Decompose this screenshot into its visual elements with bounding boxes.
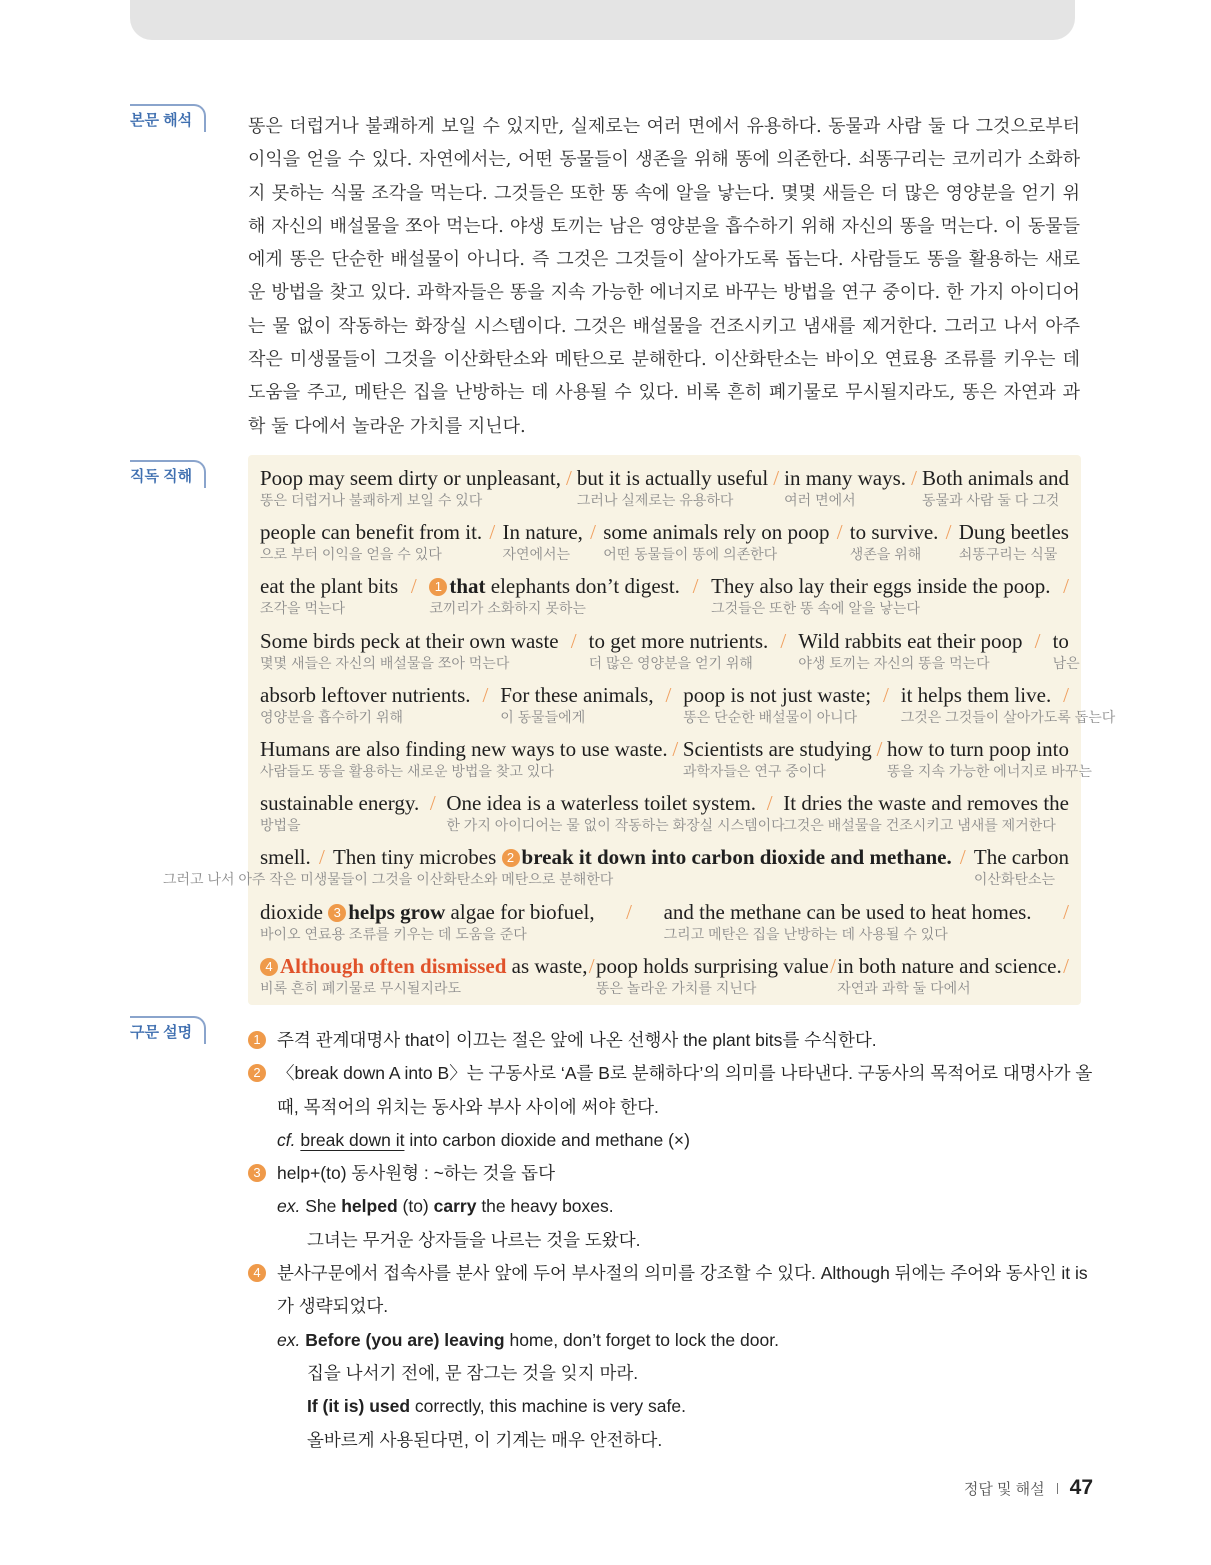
chunk-korean-gloss: 남은	[1052, 654, 1080, 671]
chunk-english-text: Poop may seem dirty or unpleasant,	[260, 466, 561, 490]
explanation-text: 〈break down A into B〉는 구동사로 ‘A를 B로 분해하다’의 의미를 나타낸다. 구동사의 목적어로 대명사가 올	[277, 1063, 1093, 1084]
explanation-line	[248, 1357, 1088, 1390]
explanation-text: the heavy boxes.	[476, 1196, 614, 1217]
explanation-text: into carbon dioxide and methane (×)	[404, 1129, 690, 1150]
chunk-slash: /	[626, 899, 633, 924]
chunk-english-text: eat the plant bits	[260, 574, 399, 599]
chunk	[958, 519, 1069, 563]
explanation-text: 그녀는 무거운 상자들을 나르는 것을 도왔다.	[307, 1229, 641, 1250]
chunk-english-text: Humans are also finding new ways to use waste.	[260, 737, 668, 761]
explanation-text: home, don’t forget to lock the door.	[504, 1329, 779, 1350]
chunk-slash: /	[410, 574, 417, 599]
chunk	[260, 628, 559, 671]
chunk-slash: /	[836, 520, 843, 545]
footer-divider	[1057, 1483, 1058, 1494]
chunk-slash: /	[773, 466, 780, 490]
chunk	[500, 682, 654, 725]
chunk-line	[260, 573, 1069, 623]
explanation-text: (to)	[397, 1196, 434, 1217]
chunk-line	[260, 682, 1116, 732]
grammar-explanations	[248, 1024, 1093, 1457]
chunk-korean-gloss: 코끼리가 소화하지 못하는	[429, 600, 586, 617]
chunk-english-text: helps grow	[348, 899, 446, 924]
page-footer	[964, 1476, 1093, 1500]
chunk-english-text: but it is actually useful	[576, 466, 769, 490]
chunk-korean-gloss: 생존을 위해	[849, 546, 922, 563]
chunk-korean-gloss: 똥을 지속 가능한 에너지로 바꾸는	[886, 763, 1092, 779]
explanation-text: helped	[341, 1196, 398, 1217]
section-label-translation: 본문 해석	[130, 104, 206, 132]
chunk-english-text: Although often dismissed	[280, 953, 507, 978]
chunk-slash: /	[1063, 682, 1069, 707]
number-circle-icon: 1	[429, 578, 447, 596]
chunk	[260, 519, 483, 563]
chunk-slash: /	[945, 520, 952, 545]
chunk-slash: /	[1063, 899, 1069, 924]
footer-section-title: 정답 및 해설	[963, 1480, 1045, 1498]
chunk-line	[260, 899, 1069, 949]
chunk-korean-gloss: 자연과 과학 둘 다에서	[837, 979, 971, 996]
chunk-english-text: sustainable energy.	[260, 791, 420, 816]
section-label-chunking: 직독 직해	[130, 460, 206, 488]
chunk-slash: /	[590, 520, 596, 545]
chunk-slash: /	[566, 466, 572, 490]
page-number: 47	[1069, 1476, 1093, 1499]
chunk-slash: /	[588, 953, 595, 978]
chunk-korean-gloss: 몇몇 새들은 자신의 배설물을 쪼아 먹는다	[260, 654, 510, 671]
chunk-english-text: as waste,	[506, 953, 588, 978]
chunk-slash: /	[429, 791, 436, 816]
explanation-text: If (it is) used	[307, 1396, 411, 1417]
chunk-line	[260, 519, 1069, 569]
chunk-english-text: that	[449, 574, 486, 599]
explanation-text: correctly, this machine is very safe.	[410, 1396, 686, 1417]
chunk-english-text: Then tiny microbes	[332, 845, 502, 870]
explanation-line	[248, 1390, 1088, 1423]
chunk	[784, 465, 907, 508]
chunk-korean-gloss: 똥은 놀라운 가치를 지닌다	[595, 979, 757, 996]
chunk-english-text: poop holds surprising value	[595, 953, 829, 978]
chunk	[973, 844, 1069, 888]
chunk-korean-gloss: 쇠똥구리는 식물	[958, 546, 1058, 563]
explanation-line	[248, 1290, 1088, 1323]
chunk-slash: /	[911, 466, 917, 490]
chunk-english-text: some animals rely on poop	[603, 520, 830, 545]
explanation-line	[248, 1424, 1088, 1457]
chunk-line	[260, 465, 1069, 515]
chunk-english-text: people can benefit from it.	[260, 520, 483, 545]
chunk-korean-gloss: 그러고 나서 아주 작은 미생물들이 그것을 이산화탄소와 메탄으로 분해한다	[162, 871, 614, 888]
chunk-english-text: They also lay their eggs inside the poop.	[711, 574, 1051, 599]
chunk	[798, 628, 1023, 671]
number-circle-icon: 2	[248, 1064, 266, 1082]
chunk	[502, 519, 583, 563]
chunk-slash: /	[489, 520, 496, 545]
chunk-english-text: One idea is a waterless toilet system.	[446, 791, 757, 816]
chunk-english-text: it helps them live.	[900, 682, 1052, 707]
chunk-korean-gloss: 야생 토끼는 자신의 똥을 먹는다	[798, 654, 990, 671]
explanation-line	[248, 1324, 1088, 1357]
chunk-english-text: smell.	[260, 845, 311, 870]
chunk-english-text: how to turn poop into	[886, 737, 1069, 761]
chunk	[260, 682, 471, 725]
explanation-text: ex.	[277, 1329, 301, 1350]
chunk-english-text: Scientists are studying	[682, 737, 872, 761]
chunk	[900, 682, 1116, 725]
chunk-slash: /	[766, 791, 773, 816]
chunk-slash: /	[1063, 574, 1069, 599]
chunk-english-text: In nature,	[502, 520, 583, 545]
chunk-korean-gloss: 그리고 메탄은 집을 난방하는 데 사용될 수 있다	[663, 925, 948, 942]
chunk-reading-box	[162, 455, 1116, 1005]
chunk-korean-gloss: 어떤 동물들이 똥에 의존한다	[603, 546, 778, 563]
number-circle-icon: 3	[248, 1164, 266, 1182]
explanation-line	[248, 1057, 1093, 1090]
chunk-korean-gloss: 조각을 먹는다	[260, 600, 346, 617]
number-circle-icon: 4	[260, 958, 278, 976]
chunk-slash: /	[1063, 953, 1069, 978]
chunk-line	[260, 736, 1092, 786]
chunk	[260, 465, 561, 508]
chunk-korean-gloss: 그것은 그것들이 살아가도록 돕는다	[900, 708, 1116, 725]
chunk-korean-gloss: 더 많은 영양분을 얻기 위해	[588, 654, 753, 671]
explanation-line	[248, 1157, 1088, 1190]
chunk-slash: /	[672, 737, 679, 761]
chunk-korean-gloss: 그것들은 또한 똥 속에 알을 낳는다	[711, 600, 920, 617]
explanation-text: break down it	[300, 1129, 405, 1150]
chunk-line	[260, 628, 1080, 678]
chunk-korean-gloss: 여러 면에서	[784, 492, 856, 508]
chunk-korean-gloss: 사람들도 똥을 활용하는 새로운 방법을 찾고 있다	[260, 763, 554, 779]
chunk	[663, 899, 1032, 942]
chunk-english-text: poop is not just waste;	[683, 682, 872, 707]
chunk	[260, 844, 311, 870]
explanation-line	[248, 1124, 1088, 1157]
chunk-english-text: Dung beetles	[958, 520, 1069, 545]
chunk-slash: /	[665, 682, 672, 707]
chunk-korean-gloss: 이산화탄소는	[973, 871, 1056, 888]
chunk-slash: /	[318, 845, 325, 870]
chunk	[588, 628, 769, 671]
chunk-korean-gloss: 똥은 더럽거나 불쾌하게 보일 수 있다	[260, 492, 483, 508]
chunk	[711, 573, 1051, 617]
explanation-text: 때, 목적어의 위치는 동사와 부사 사이에 써야 한다.	[277, 1096, 659, 1117]
chunk-slash: /	[570, 628, 577, 653]
explanation-line	[248, 1190, 1088, 1223]
explanation-line	[248, 1257, 1088, 1290]
chunk	[260, 953, 588, 996]
chunk	[682, 736, 872, 779]
chunk-line	[162, 844, 1069, 894]
chunk	[837, 953, 1062, 996]
chunk-line	[260, 790, 1069, 840]
chunk-slash: /	[692, 574, 699, 599]
chunk	[683, 682, 872, 725]
chunk	[429, 573, 680, 617]
chunk-english-text: elephants don’t digest.	[485, 574, 680, 599]
chunk	[849, 519, 939, 563]
number-circle-icon: 1	[248, 1031, 266, 1049]
explanation-line	[248, 1224, 1088, 1257]
chunk	[595, 953, 829, 996]
chunk-english-text: The carbon	[973, 845, 1069, 870]
explanation-text: She	[300, 1196, 342, 1217]
chunk-english-text: dioxide	[260, 899, 329, 924]
chunk	[260, 790, 420, 834]
explanation-text: 올바르게 사용된다면, 이 기계는 매우 안전하다.	[307, 1429, 663, 1450]
chunk-english-text: absorb leftover nutrients.	[260, 682, 471, 707]
chunk-korean-gloss: 방법을	[260, 817, 301, 834]
chunk-english-text: break it down into carbon dioxide and methane.	[521, 845, 952, 870]
chunk	[886, 736, 1092, 779]
chunk-slash: /	[959, 845, 966, 870]
chunk-korean-gloss: 영양분을 흡수하기 위해	[260, 708, 404, 725]
explanation-line	[248, 1024, 1088, 1057]
chunk-slash: /	[830, 953, 836, 978]
chunk-english-text: in both nature and science.	[837, 953, 1062, 978]
section-label-grammar: 구문 설명	[130, 1016, 206, 1044]
chunk	[260, 736, 668, 779]
chunk-line	[260, 953, 1069, 1003]
chunk-slash: /	[876, 737, 883, 761]
chunk-slash: /	[882, 682, 889, 707]
chunk	[260, 573, 399, 617]
header-bar	[130, 0, 1075, 40]
explanation-text: 분사구문에서 접속사를 분사 앞에 두어 부사절의 의미를 강조할 수 있다. Although 뒤에는 주어와 동사인 it is	[277, 1263, 1088, 1284]
number-circle-icon: 3	[328, 904, 346, 922]
explanation-text: 주격 관계대명사 that이 이끄는 절은 앞에 나온 선행사 the plant bits를 수식한다.	[277, 1030, 877, 1050]
chunk-english-text: Some birds peck at their own waste	[260, 628, 559, 653]
chunk	[1052, 628, 1080, 671]
chunk-korean-gloss: 한 가지 아이디어는 물 없이 작동하는 화장실 시스템이다	[446, 817, 785, 834]
chunk	[603, 519, 830, 563]
chunk-korean-gloss: 그것은 배설물을 건조시키고 냄새를 제거한다	[783, 817, 1056, 834]
chunk	[576, 465, 769, 508]
chunk	[921, 465, 1069, 508]
chunk	[260, 899, 595, 942]
chunk	[783, 790, 1069, 834]
chunk-english-text: Wild rabbits eat their poop	[798, 628, 1023, 653]
explanation-text: carry	[433, 1196, 477, 1217]
chunk-korean-gloss: 그러나 실제로는 유용하다	[576, 492, 734, 508]
chunk-english-text: to get more nutrients.	[588, 628, 769, 653]
chunk-korean-gloss: 비록 흔히 폐기물로 무시될지라도	[260, 979, 462, 996]
chunk-english-text: algae for biofuel,	[445, 899, 595, 924]
chunk-slash: /	[482, 682, 489, 707]
chunk-korean-gloss: 이 동물들에게	[500, 708, 586, 725]
chunk-english-text: For these animals,	[500, 682, 654, 707]
chunk-slash: /	[780, 628, 787, 653]
chunk-english-text: to	[1052, 628, 1069, 653]
chunk-slash: /	[1034, 628, 1041, 653]
explanation-text: 가 생략되었다.	[277, 1296, 389, 1317]
explanation-text: ex.	[277, 1196, 301, 1217]
chunk-korean-gloss: 바이오 연료용 조류를 키우는 데 도움을 준다	[260, 925, 527, 942]
chunk-english-text: It dries the waste and removes the	[783, 791, 1069, 816]
explanation-text: help+(to) 동사원형 : ~하는 것을 돕다	[277, 1163, 555, 1184]
explanation-line	[248, 1091, 1088, 1124]
chunk-english-text: and the methane can be used to heat homes.	[663, 899, 1032, 924]
chunk-english-text: in many ways.	[784, 466, 907, 490]
chunk-korean-gloss: 동물과 사람 둘 다 그것	[921, 492, 1060, 508]
chunk-korean-gloss: 으로 부터 이익을 얻을 수 있다	[260, 546, 442, 563]
number-circle-icon: 4	[248, 1264, 266, 1282]
chunk	[446, 790, 785, 834]
chunk-english-text: Both animals and	[921, 466, 1069, 490]
chunk-korean-gloss: 자연에서는	[502, 546, 571, 563]
explanation-text: 집을 나서기 전에, 문 잠그는 것을 잊지 마라.	[307, 1362, 639, 1383]
chunk-english-text: to survive.	[849, 520, 939, 545]
explanation-text: cf.	[277, 1129, 296, 1150]
chunk-korean-gloss: 똥은 단순한 배설물이 아니다	[683, 708, 858, 725]
explanation-text: Before (you are) leaving	[305, 1329, 505, 1350]
number-circle-icon: 2	[502, 849, 520, 867]
chunk-korean-gloss: 과학자들은 연구 중이다	[682, 763, 826, 779]
translation-paragraph: 똥은 더럽거나 불쾌하게 보일 수 있지만, 실제로는 여러 면에서 유용하다. 동물과 사람 둘 다 그것으로부터 이익을 얻을 수 있다. 자연에서는, 어떤 동물들이 생존을 위해 똥에 의존한다. 쇠똥구리는 코끼리가 소화하지 못하는 식물 조각을 먹는다. 그것들은 또한 똥 속에 알을 낳는다. 몇몇 새들은 더 많은 영양분을 얻기 위해 자신의 배설물을 쪼아 먹는다. 야생 토끼는 남은 영양분을 흡수하기 위해 자신의 똥을 먹는다. 이 동물들에게 똥은 단순한 배설물이 아니다. 즉 그것은 그것들이 살아가도록 돕는다. 사람들도 똥을 활용하는 새로운 방법을 찾고 있다. 과학자들은 똥을 지속 가능한 에너지로 바꾸는 방법을 연구 중이다. 한 가지 아이디어는 물 없이 작동하는 화장실 시스템이다. 그것은 배설물을 건조시키고 냄새를 제거한다. 그러고 나서 아주 작은 미생물들이 그것을 이산화탄소와 메탄으로 분해한다. 이산화탄소는 바이오 연료용 조류를 키우는 데 도움을 주고, 메탄은 집을 난방하는 데 사용될 수 있다. 비록 흔히 폐기물로 무시될지라도, 똥은 자연과 과학 둘 다에서 놀라운 가치를 지닌다.	[248, 116, 1080, 437]
